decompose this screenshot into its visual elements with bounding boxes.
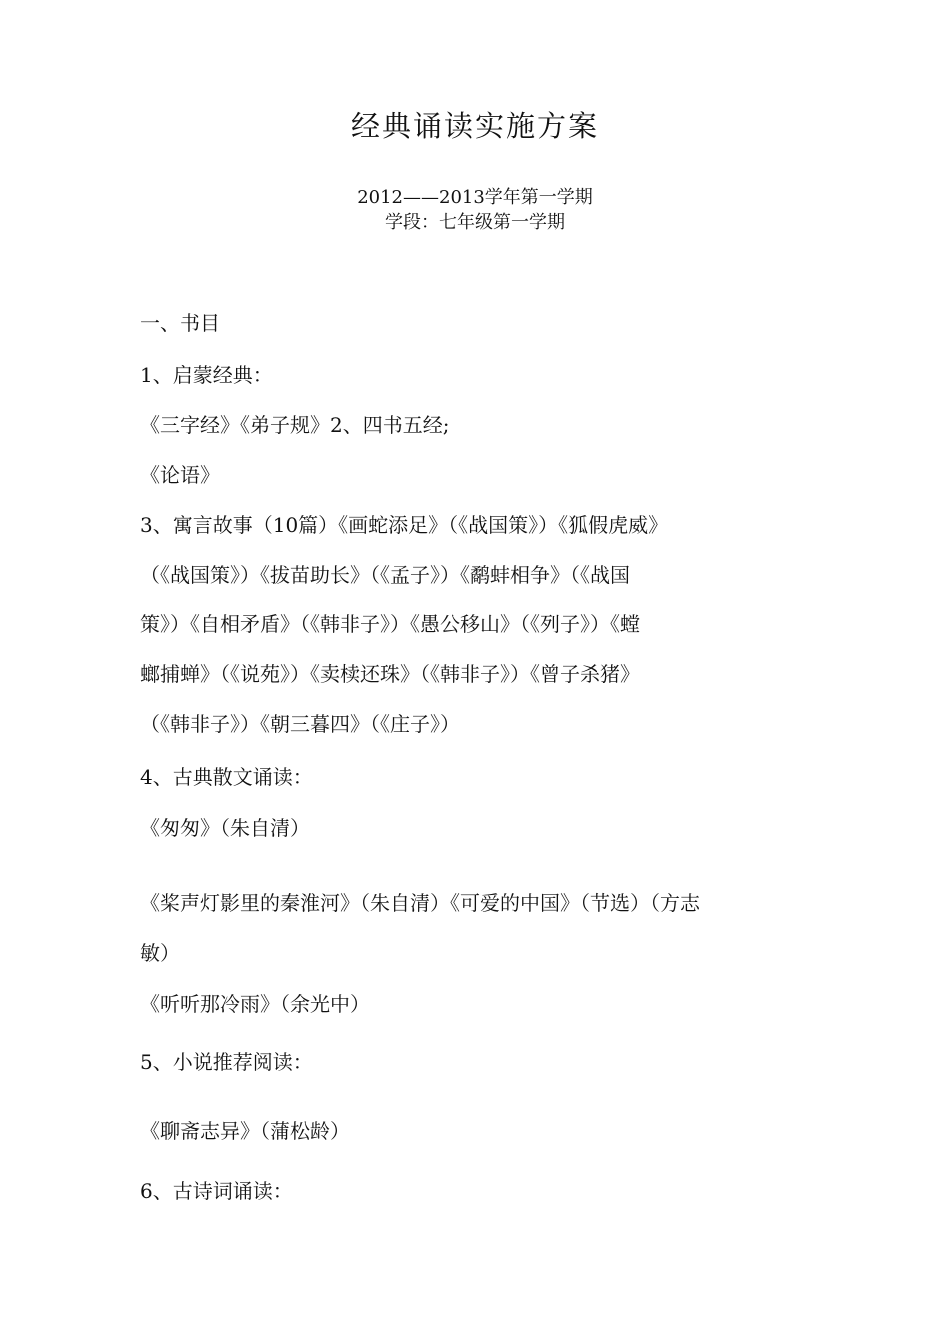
- item-3-line: （《战国策》）《拔苗助长》（《孟子》）《鹬蚌相争》（《战国: [140, 563, 630, 587]
- document-title: 经典诵读实施方案: [350, 109, 599, 143]
- item-4-heading: 4、古典散文诵读：: [140, 765, 313, 789]
- item-1-heading: 1、启蒙经典：: [140, 363, 273, 387]
- item-3-line: 螂捕蝉》（《说苑》）《卖椟还珠》（《韩非子》）《曾子杀猪》: [140, 662, 640, 686]
- item-4-line: 《匆匆》（朱自清）: [140, 816, 310, 840]
- section-heading-booklist: 一、书目: [140, 311, 220, 335]
- school-year: 2012——2013学年第一学期: [357, 187, 593, 208]
- grade-level: 学段：七年级第一学期: [385, 212, 565, 233]
- item-3-line: （《韩非子》）《朝三暮四》（《庄子》）: [140, 712, 460, 736]
- item-4-line: 敏）: [140, 941, 180, 965]
- item-1-content: 《三字经》《弟子规》2、四书五经;: [140, 413, 450, 437]
- item-2-content: 《论语》: [140, 463, 220, 487]
- item-4-line: 《桨声灯影里的秦淮河》（朱自清）《可爱的中国》（节选）（方志: [140, 891, 700, 915]
- item-5-content: 《聊斋志异》（蒲松龄）: [140, 1119, 350, 1143]
- item-6-heading: 6、古诗词诵读：: [140, 1179, 293, 1203]
- item-5-heading: 5、小说推荐阅读：: [140, 1050, 313, 1074]
- item-3-line: 策》）《自相矛盾》（《韩非子》）《愚公移山》（《列子》）《螳: [140, 612, 640, 636]
- item-4-line: 《听听那冷雨》（余光中）: [140, 992, 370, 1016]
- item-3-line: 3、寓言故事（10篇）《画蛇添足》（《战国策》）《狐假虎威》: [140, 513, 669, 537]
